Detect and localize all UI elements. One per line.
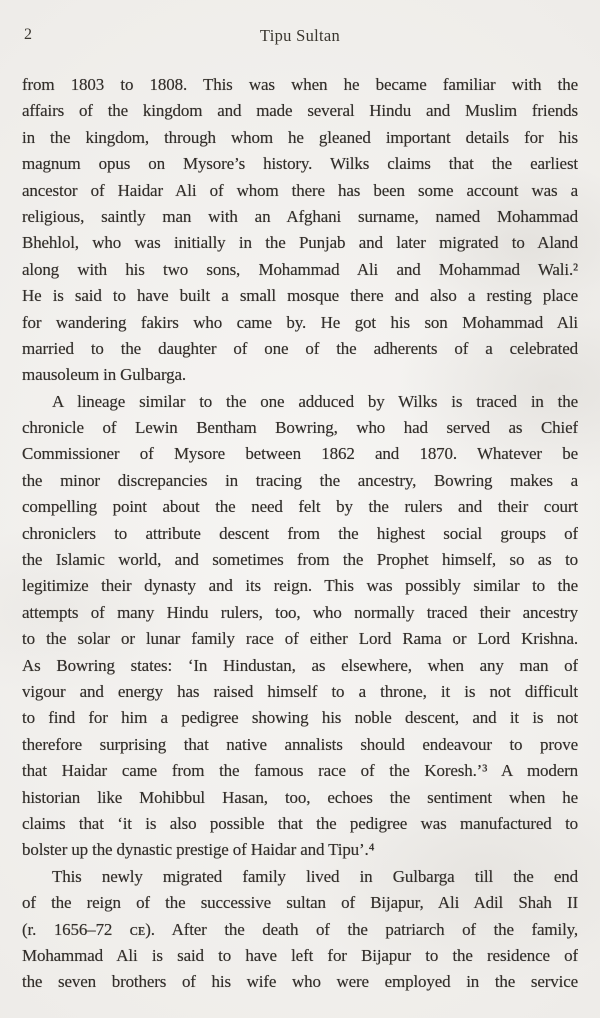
paragraph-2 <box>22 389 578 864</box>
text-line: bolster up the dynastic prestige of Haidar and Tipu’.⁴ <box>22 840 375 860</box>
page-body <box>22 72 578 996</box>
text-line: from 1803 to 1808. This was when he became familiar with the <box>22 75 578 94</box>
text-line: the Islamic world, and sometimes from the Prophet himself, so as to <box>22 550 578 570</box>
text-line: He is said to have built a small mosque there and also a resting place <box>22 286 578 306</box>
text-line: of the reign of the successive sultan of Bijapur, Ali Adil Shah II <box>22 893 578 913</box>
text-line: in the kingdom, through whom he gleaned important details for his <box>22 127 578 147</box>
text-line: As Bowring states: ‘In Hindustan, as elsewhere, when any man of <box>22 655 578 675</box>
page-number: 2 <box>24 26 32 43</box>
text-line: religious, saintly man with an Afghani surname, named Mohammad <box>22 206 578 226</box>
text-line: that Haidar came from the famous race of the Koresh.’³ A modern <box>22 761 578 781</box>
text-line: to find for him a pedigree showing his noble descent, and it is not <box>22 708 578 728</box>
running-head: Tipu Sultan <box>259 26 341 45</box>
text-line: Mohammad Ali is said to have left for Bijapur to the residence of <box>22 945 578 965</box>
page-header <box>0 26 600 48</box>
text-line: compelling point about the need felt by the rulers and their court <box>22 497 578 517</box>
text-line: This newly migrated family lived in Gulbarga till the end <box>52 866 578 886</box>
text-line: chronicle of Lewin Bentham Bowring, who had served as Chief <box>22 418 578 438</box>
text-line: mausoleum in Gulbarga. <box>22 365 186 385</box>
text-line: ancestor of Haidar Ali of whom there has been some account was a <box>22 180 578 200</box>
text-line: Bhehlol, who was initially in the Punjab and later migrated to Aland <box>22 233 578 253</box>
text-line: A lineage similar to the one adduced by Wilks is traced in the <box>52 391 578 411</box>
text-line: Commissioner of Mysore between 1862 and 1870. Whatever be <box>22 444 578 464</box>
text-line: along with his two sons, Mohammad Ali and Mohammad Wali.² <box>22 259 578 279</box>
text-line: the seven brothers of his wife who were employed in the service <box>22 972 578 992</box>
text-line: claims that ‘it is also possible that the pedigree was manufactured to <box>22 813 578 833</box>
text-line: vigour and energy has raised himself to a throne, it is not difficult <box>22 681 578 701</box>
text-line: for wandering fakirs who came by. He got his son Mohammad Ali <box>22 312 578 332</box>
text-line: (r. 1656–72 ᴄᴇ). After the death of the patriarch of the family, <box>22 919 578 939</box>
text-line: to the solar or lunar family race of either Lord Rama or Lord Krishna. <box>22 629 578 649</box>
text-line: historian like Mohibbul Hasan, too, echoes the sentiment when he <box>22 787 578 807</box>
paragraph-3 <box>22 864 578 996</box>
text-line: the minor discrepancies in tracing the ancestry, Bowring makes a <box>22 470 578 490</box>
text-line: chroniclers to attribute descent from the highest social groups of <box>22 523 578 543</box>
text-line: married to the daughter of one of the adherents of a celebrated <box>22 338 578 358</box>
text-line: magnum opus on Mysore’s history. Wilks claims that the earliest <box>22 154 578 174</box>
text-line: affairs of the kingdom and made several Hindu and Muslim friends <box>22 101 578 121</box>
text-line: attempts of many Hindu rulers, too, who normally traced their ancestry <box>22 602 578 622</box>
text-line: therefore surprising that native annalists should endeavour to prove <box>22 734 578 754</box>
paragraph-1 <box>22 72 578 389</box>
text-line: legitimize their dynasty and its reign. This was possibly similar to the <box>22 576 578 596</box>
